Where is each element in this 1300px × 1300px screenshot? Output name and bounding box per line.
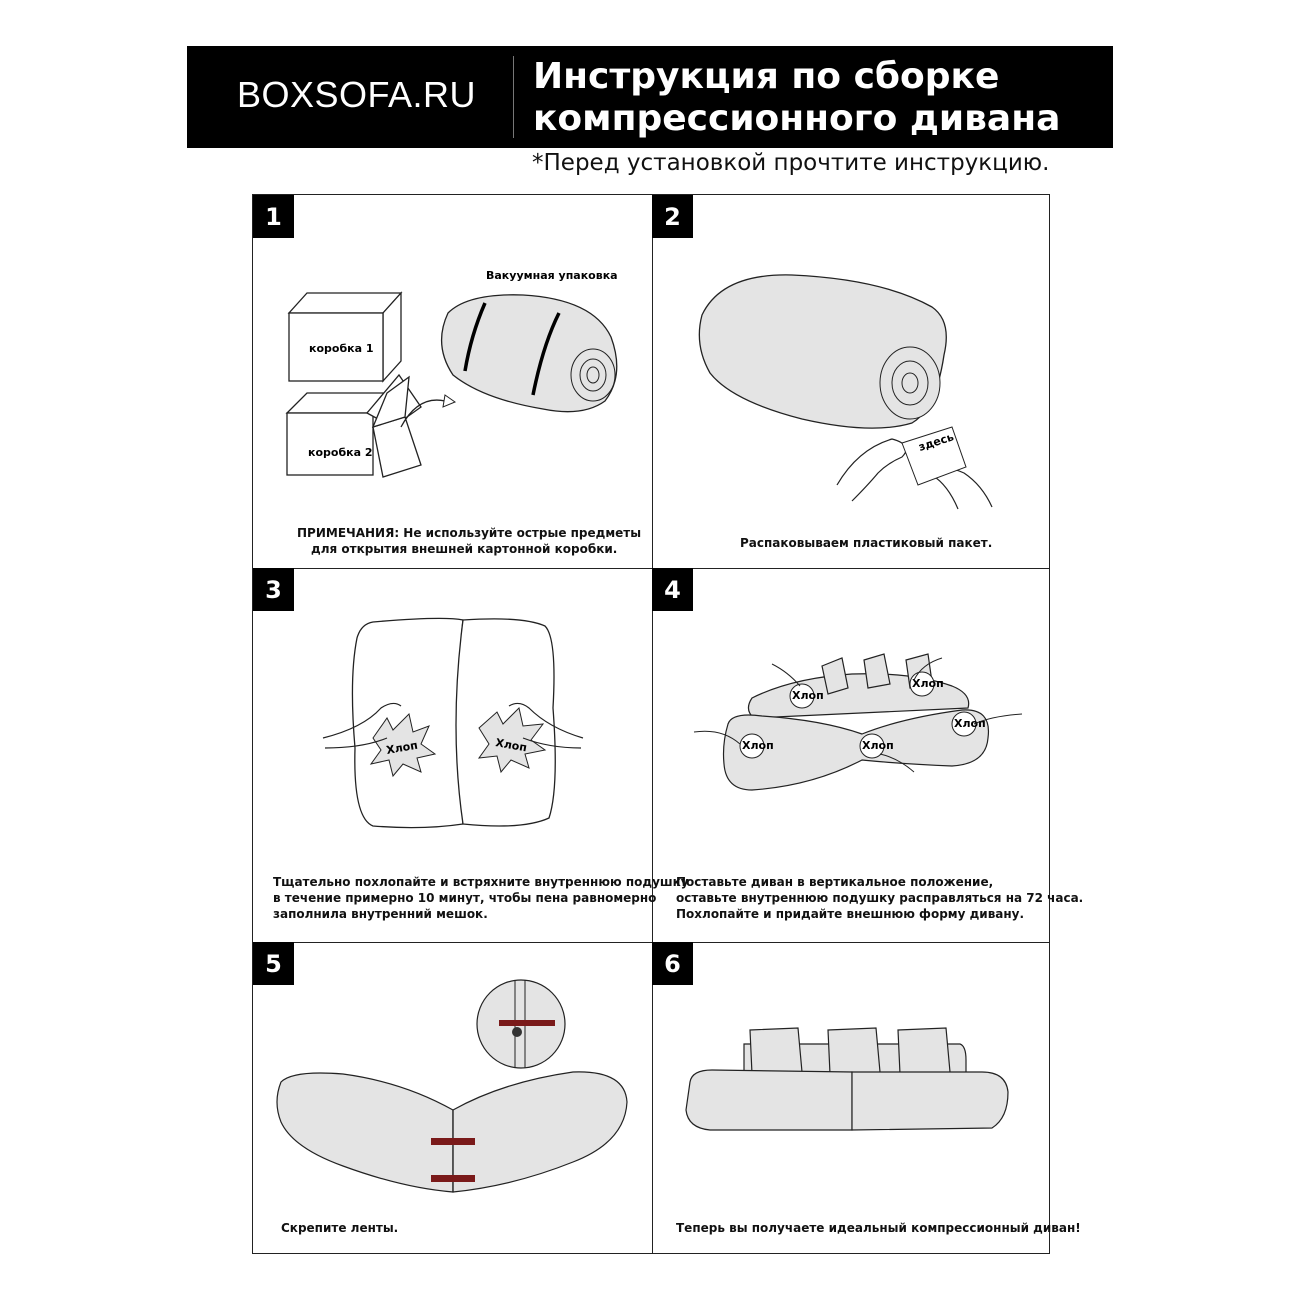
step-3-caption — [273, 874, 689, 922]
step-2-caption — [740, 535, 992, 551]
here-label: здесь — [916, 430, 956, 454]
brand-logo: BOXSOFA.RU — [237, 74, 477, 115]
caption-line: Теперь вы получаете идеальный компрессионный диван! — [676, 1221, 1081, 1235]
caption-line: Скрепите ленты. — [281, 1221, 399, 1235]
title-line-1: Инструкция по сборке — [533, 56, 1000, 97]
step-1-caption — [297, 525, 641, 557]
step-3-panel — [253, 568, 689, 942]
box-1-label: коробка 1 — [309, 342, 374, 355]
strap-icon — [431, 1138, 475, 1145]
caption-line: в течение примерно 10 минут, чтобы пена равномерно — [273, 891, 657, 905]
step-6-illustration — [652, 942, 1051, 1255]
caption-line: Тщательно похлопайте и встряхните внутреннюю подушку — [273, 875, 689, 889]
step-6-caption — [676, 1220, 1081, 1236]
pop-label: Хлоп — [494, 736, 528, 755]
step-6-panel — [652, 942, 1081, 1255]
box-2-label: коробка 2 — [308, 446, 373, 459]
pop-label: Хлоп — [385, 738, 419, 757]
step-number-badge: 4 — [652, 568, 693, 611]
sofa-drawing — [724, 654, 989, 790]
caption-line: для открытия внешней картонной коробки. — [311, 542, 618, 556]
steps-grid — [252, 194, 1084, 1254]
cushion-drawing — [352, 618, 555, 827]
zoom-detail-circle — [477, 980, 565, 1068]
step-5-caption — [281, 1220, 398, 1236]
step-1-panel — [253, 195, 652, 568]
header-divider — [513, 56, 514, 138]
vacuum-pack-label: Вакуумная упаковка — [486, 269, 618, 282]
step-4-panel — [652, 568, 1084, 942]
caption-line: заполнила внутренний мешок. — [273, 907, 488, 921]
step-number-badge: 5 — [253, 942, 294, 985]
caption-line: Поставьте диван в вертикальное положение, — [676, 875, 994, 889]
page-title — [533, 56, 1060, 140]
pop-label: Хлоп — [792, 689, 824, 702]
caption-line: ПРИМЕЧАНИЯ: Не используйте острые предметы — [297, 526, 642, 540]
pop-label: Хлоп — [954, 717, 986, 730]
title-line-2: компрессионного дивана — [533, 98, 1061, 139]
step-number-badge: 3 — [253, 568, 294, 611]
vacuum-roll-drawing — [442, 295, 617, 412]
caption-line: Похлопайте и придайте внешнюю форму дивану. — [676, 907, 1025, 921]
caption-line: Распаковываем пластиковый пакет. — [740, 536, 993, 550]
pop-label: Хлоп — [742, 739, 774, 752]
instruction-note: *Перед установкой прочтите инструкцию. — [532, 150, 1050, 176]
strap-icon — [499, 1020, 555, 1026]
strap-icon — [431, 1175, 475, 1182]
step-5-panel — [253, 942, 652, 1255]
header-bar — [187, 46, 1113, 148]
arrow-head-icon — [443, 395, 455, 407]
pop-label: Хлоп — [862, 739, 894, 752]
step-4-caption — [676, 874, 1083, 922]
step-1-illustration — [253, 195, 652, 568]
step-2-illustration — [652, 195, 1051, 568]
step-number-badge: 1 — [253, 195, 294, 238]
step-number-badge: 6 — [652, 942, 693, 985]
step-2-panel — [652, 195, 1051, 568]
caption-line: оставьте внутреннюю подушку расправляться на 72 часа. — [676, 891, 1084, 905]
sofa-base-drawing — [277, 1072, 627, 1192]
step-number-badge: 2 — [652, 195, 693, 238]
box-1-drawing — [289, 293, 401, 381]
pop-label: Хлоп — [912, 677, 944, 690]
step-5-illustration — [253, 942, 652, 1255]
assembled-sofa-drawing — [686, 1028, 1008, 1130]
opened-roll-drawing — [699, 275, 946, 428]
